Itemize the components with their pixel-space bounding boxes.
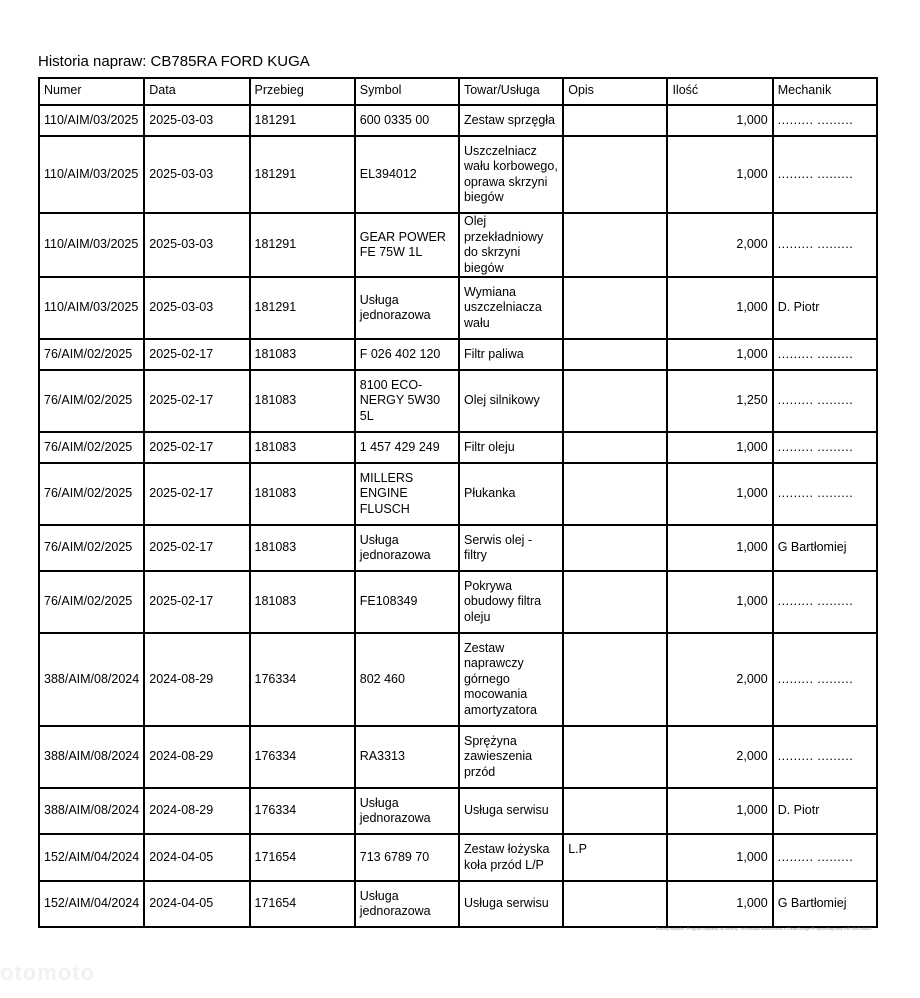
cell-numer: 152/AIM/04/2024 — [39, 834, 144, 881]
cell-symbol: F 026 402 120 — [355, 339, 459, 370]
cell-numer: 388/AIM/08/2024 — [39, 633, 144, 726]
table-row — [39, 881, 877, 927]
cell-symbol: Usługa jednorazowa — [355, 525, 459, 571]
cell-data: 2025-03-03 — [144, 213, 249, 277]
cell-towar: Uszczelniacz wału korbowego, oprawa skrzyni biegów — [459, 136, 563, 213]
cell-ilosc: 1,250 — [667, 370, 772, 432]
cell-towar: Zestaw łożyska koła przód L/P — [459, 834, 563, 881]
column-header-ilosc: Ilość — [667, 78, 772, 105]
cell-mechanik: ......... ......... — [773, 571, 877, 633]
cell-przebieg: 181083 — [250, 339, 355, 370]
table-row — [39, 213, 877, 277]
cell-przebieg: 181291 — [250, 277, 355, 339]
cell-przebieg: 181083 — [250, 571, 355, 633]
table-row — [39, 834, 877, 881]
cell-symbol: MILLERS ENGINE FLUSCH — [355, 463, 459, 525]
cell-przebieg: 176334 — [250, 788, 355, 834]
cell-numer: 110/AIM/03/2025 — [39, 277, 144, 339]
table-row — [39, 105, 877, 136]
cell-symbol: 8100 ECO-NERGY 5W30 5L — [355, 370, 459, 432]
cell-mechanik: ......... ......... — [773, 432, 877, 463]
cell-ilosc: 1,000 — [667, 525, 772, 571]
cell-przebieg: 171654 — [250, 834, 355, 881]
cell-opis — [563, 432, 667, 463]
cell-towar: Usługa serwisu — [459, 881, 563, 927]
cell-numer: 76/AIM/02/2025 — [39, 339, 144, 370]
column-header-symbol: Symbol — [355, 78, 459, 105]
cell-towar: Filtr oleju — [459, 432, 563, 463]
cell-mechanik: ......... ......... — [773, 726, 877, 788]
cell-przebieg: 181083 — [250, 432, 355, 463]
cell-data: 2025-02-17 — [144, 339, 249, 370]
cell-symbol: 713 6789 70 — [355, 834, 459, 881]
table-row — [39, 136, 877, 213]
cell-towar: Filtr paliwa — [459, 339, 563, 370]
cell-symbol: EL394012 — [355, 136, 459, 213]
cell-ilosc: 1,000 — [667, 571, 772, 633]
cell-data: 2025-02-17 — [144, 571, 249, 633]
repair-history-table — [38, 77, 878, 928]
cell-mechanik: D. Piotr — [773, 277, 877, 339]
cell-przebieg: 181083 — [250, 370, 355, 432]
cell-przebieg: 181291 — [250, 213, 355, 277]
cell-towar: Wymiana uszczelniacza wału — [459, 277, 563, 339]
cell-ilosc: 2,000 — [667, 726, 772, 788]
column-header-data: Data — [144, 78, 249, 105]
table-row — [39, 633, 877, 726]
cell-symbol: GEAR POWER FE 75W 1L — [355, 213, 459, 277]
cell-numer: 76/AIM/02/2025 — [39, 432, 144, 463]
cell-symbol: 802 460 — [355, 633, 459, 726]
cell-opis — [563, 105, 667, 136]
cell-ilosc: 1,000 — [667, 788, 772, 834]
cell-ilosc: 1,000 — [667, 136, 772, 213]
column-header-opis: Opis — [563, 78, 667, 105]
page-title: Historia napraw: CB785RA FORD KUGA — [38, 53, 310, 70]
cell-mechanik: ......... ......... — [773, 370, 877, 432]
column-header-przebieg: Przebieg — [250, 78, 355, 105]
cell-mechanik: ......... ......... — [773, 834, 877, 881]
cell-numer: 110/AIM/03/2025 — [39, 213, 144, 277]
print-footer-note: Rodzaj wydruku: Program naprawy do zmiany - informacja dostarczona z CleanGarage/ProgramNaprawy NIP:554246842 — [656, 926, 872, 931]
cell-opis — [563, 788, 667, 834]
cell-opis — [563, 633, 667, 726]
cell-ilosc: 2,000 — [667, 633, 772, 726]
cell-symbol: Usługa jednorazowa — [355, 788, 459, 834]
cell-mechanik: ......... ......... — [773, 463, 877, 525]
table-row — [39, 277, 877, 339]
cell-opis — [563, 370, 667, 432]
table-row — [39, 726, 877, 788]
cell-towar: Sprężyna zawieszenia przód — [459, 726, 563, 788]
cell-opis — [563, 463, 667, 525]
cell-mechanik: ......... ......... — [773, 339, 877, 370]
table-row — [39, 525, 877, 571]
cell-mechanik: ......... ......... — [773, 105, 877, 136]
cell-data: 2024-04-05 — [144, 834, 249, 881]
watermark: otomoto — [0, 960, 95, 985]
cell-ilosc: 1,000 — [667, 834, 772, 881]
cell-data: 2024-04-05 — [144, 881, 249, 927]
cell-numer: 110/AIM/03/2025 — [39, 136, 144, 213]
cell-data: 2024-08-29 — [144, 726, 249, 788]
cell-numer: 76/AIM/02/2025 — [39, 370, 144, 432]
cell-towar: Olej silnikowy — [459, 370, 563, 432]
cell-opis — [563, 277, 667, 339]
column-header-numer: Numer — [39, 78, 144, 105]
cell-ilosc: 1,000 — [667, 881, 772, 927]
cell-mechanik: D. Piotr — [773, 788, 877, 834]
cell-przebieg: 181291 — [250, 105, 355, 136]
cell-przebieg: 176334 — [250, 726, 355, 788]
cell-data: 2025-02-17 — [144, 525, 249, 571]
cell-opis — [563, 726, 667, 788]
cell-symbol: Usługa jednorazowa — [355, 277, 459, 339]
cell-opis — [563, 881, 667, 927]
cell-towar: Olej przekładniowy do skrzyni biegów — [459, 213, 563, 277]
cell-mechanik: ......... ......... — [773, 633, 877, 726]
cell-mechanik: G Bartłomiej — [773, 525, 877, 571]
cell-towar: Usługa serwisu — [459, 788, 563, 834]
cell-opis: L.P — [563, 834, 667, 881]
cell-symbol: RA3313 — [355, 726, 459, 788]
cell-ilosc: 1,000 — [667, 463, 772, 525]
cell-towar: Zestaw naprawczy górnego mocowania amortyzatora — [459, 633, 563, 726]
cell-mechanik: ......... ......... — [773, 213, 877, 277]
table-row — [39, 339, 877, 370]
cell-przebieg: 181083 — [250, 525, 355, 571]
cell-przebieg: 171654 — [250, 881, 355, 927]
cell-opis — [563, 339, 667, 370]
column-header-towar-usluga: Towar/Usługa — [459, 78, 563, 105]
cell-przebieg: 176334 — [250, 633, 355, 726]
cell-numer: 388/AIM/08/2024 — [39, 788, 144, 834]
cell-ilosc: 1,000 — [667, 432, 772, 463]
cell-opis — [563, 213, 667, 277]
cell-data: 2025-03-03 — [144, 105, 249, 136]
cell-symbol: Usługa jednorazowa — [355, 881, 459, 927]
cell-data: 2025-03-03 — [144, 277, 249, 339]
cell-data: 2024-08-29 — [144, 633, 249, 726]
cell-numer: 152/AIM/04/2024 — [39, 881, 144, 927]
cell-opis — [563, 571, 667, 633]
cell-symbol: 600 0335 00 — [355, 105, 459, 136]
cell-data: 2025-02-17 — [144, 463, 249, 525]
cell-ilosc: 1,000 — [667, 105, 772, 136]
cell-ilosc: 1,000 — [667, 339, 772, 370]
cell-towar: Pokrywa obudowy filtra oleju — [459, 571, 563, 633]
cell-numer: 76/AIM/02/2025 — [39, 571, 144, 633]
cell-mechanik: G Bartłomiej — [773, 881, 877, 927]
table-row — [39, 463, 877, 525]
table-row — [39, 571, 877, 633]
cell-symbol: FE108349 — [355, 571, 459, 633]
cell-numer: 110/AIM/03/2025 — [39, 105, 144, 136]
cell-data: 2025-03-03 — [144, 136, 249, 213]
table-row — [39, 432, 877, 463]
cell-symbol: 1 457 429 249 — [355, 432, 459, 463]
cell-opis — [563, 136, 667, 213]
cell-numer: 76/AIM/02/2025 — [39, 463, 144, 525]
column-header-mechanik: Mechanik — [773, 78, 877, 105]
cell-numer: 388/AIM/08/2024 — [39, 726, 144, 788]
cell-data: 2025-02-17 — [144, 370, 249, 432]
table-row — [39, 788, 877, 834]
cell-towar: Serwis olej - filtry — [459, 525, 563, 571]
cell-opis — [563, 525, 667, 571]
cell-numer: 76/AIM/02/2025 — [39, 525, 144, 571]
table-row — [39, 370, 877, 432]
cell-ilosc: 1,000 — [667, 277, 772, 339]
cell-przebieg: 181083 — [250, 463, 355, 525]
cell-przebieg: 181291 — [250, 136, 355, 213]
cell-data: 2025-02-17 — [144, 432, 249, 463]
cell-mechanik: ......... ......... — [773, 136, 877, 213]
cell-towar: Zestaw sprzęgła — [459, 105, 563, 136]
cell-data: 2024-08-29 — [144, 788, 249, 834]
table-header-row — [39, 78, 877, 105]
cell-towar: Płukanka — [459, 463, 563, 525]
cell-ilosc: 2,000 — [667, 213, 772, 277]
